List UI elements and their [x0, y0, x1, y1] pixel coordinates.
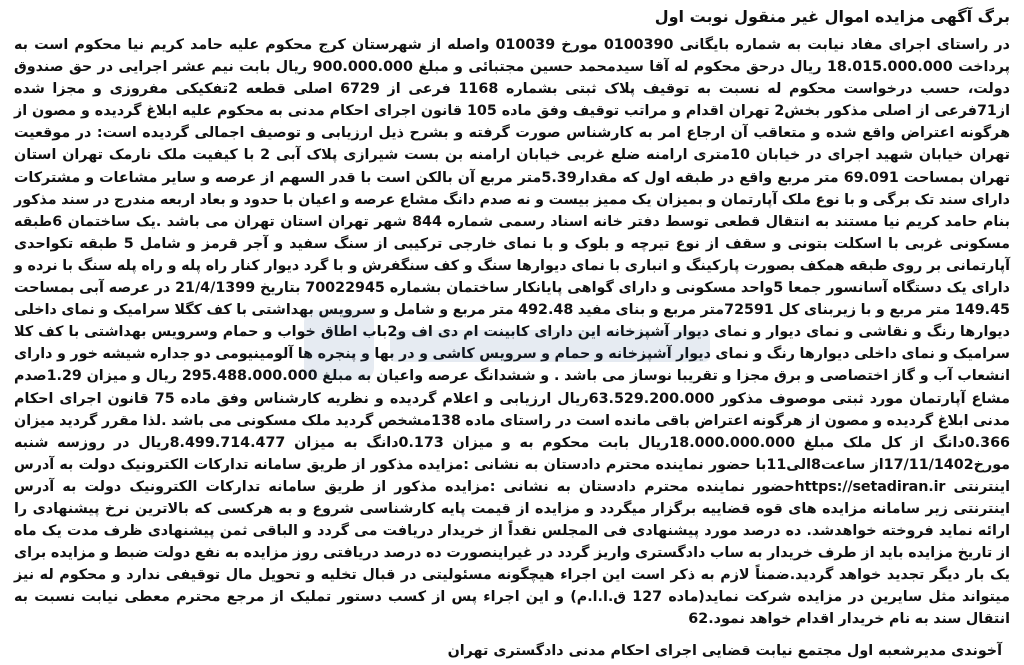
notice-title: برگ آگهی مزایده اموال غیر منقول نوبت اول — [654, 7, 1010, 26]
notice-signature: آخوندی مدیرشعبه اول مجتمع نیابت قضایی اجرای احکام مدنی دادگستری تهران — [447, 643, 1002, 659]
notice-body: در راستای اجرای مفاد نیابت به شماره بایگانی 0100390 مورخ 010039 واصله از شهرستان کرج محکوم علیه حامد کریم نیا محکوم است به پرداخت 18.015.000.000 ریال درحق محکوم له آقا سیدمحمد حسین مجتبائی و مبلغ 900.000.000 ریال بابت نیم عشر اجرایی در حق صندوق دولت، حسب درخواست محکوم له نسبت به توقیف پلاک ثبتی بشماره 1168 فرعی از 6729 اصلی قطعه 2تفکیکی مفروزی و مجزا شده از71فرعی از اصلی مذکور بخش2 تهران اقدام و مراتب توقیف وفق ماده 105 قانون اجرای احکام مدنی به محکوم علیه ابلاغ گردیده و مصون از هرگونه اعتراض واقع شده و متعاقب آن ارجاع امر به کارشناس صورت گرفته و بشرح ذیل ارزیابی و توصیف اجمالی گردیده است: در موقعیت تهران خیابان شهید اجرای در خیابان 10متری ارامنه ضلع غربی خیابان ارامنه بن بست شیرازی پلاک آبی 2 با کیفیت ملک نارمک تهران استان تهران بمساحت 69.091 متر مربع واقع در طبقه اول که مقدار5.39متر مربع آن بالکن است با قدر السهم از عرصه و سایر مشاعات و مشترکات دارای سند تک برگی و با نوع ملک آپارتمان و بمیزان یک ممیز بیست و نه صدم دانگ مشاع عرصه و اعیان با حدود و بعاد اربعه مندرج در سند مذکور بنام حامد کریم نیا مستند به انتقال قطعی توسط دفتر خانه اسناد رسمی شماره 844 شهر تهران استان تهران می باشد .یک ساختمان 6طبقه مسکونی غربی با اسکلت بتونی و سقف از نوع تیرچه و بلوک و با نمای خارجی ترکیبی از سنگ سفید و آجر قرمز و شامل 5 طبقه تکواحدی آپارتمانی بر روی طبقه همکف بصورت پارکینگ و انباری با نمای دیوارها سنگ و کف سنگفرش و با گرد دیوار کنار راه پله و راه پله سنگ با نرده و دارای یک دستگاه آسانسور جمعا 5واحد مسکونی و دارای گواهی پایانکار ساختمان بشماره 70022945 بتاریخ 21/4/1399 در عرصه آبی بمساحت 149.45 متر مربع و با زیربنای کل 72591متر مربع و بنای مفید 492.48 متر مربع و شامل و سرویس بهداشتی با کف کگلا سرامیک و نمای داخلی دیوارها رنگ و نقاشی و نمای دیوار و نمای دیوار آشپزخانه این دارای کابینت ام دی اف و2باب اطاق خواب و حمام وسرویس بهداشتی با کف کلا سرامیک و نمای داخلی دیوارها رنگ و نمای دیوار آشپزخانه و حمام و سرویس کاشی و در بها و پنجره ها آلومینیومی دو جداره شیشه خور و دارای انشعاب آب و گاز اختصاصی و برق مجزا و تقریبا نوساز می باشد . و ششدانگ عرصه واعیان به مبلغ 295.488.000.000 ریال و میزان 1.29صدم مشاع آپارتمان مورد ثبتی موصوف مذکور 63.529.200.000ریال ارزیابی و اعلام گردیده و نظریه کارشناس وفق ماده 75 قانون اجرای احکام مدنی ابلاغ گردیده و مصون از هرگونه اعتراض باقی مانده است در راستای ماده 138مشخص گردید ملک مسکونی می باشد .لذا مقرر گردید میزان 0.366دانگ از کل ملک مبلغ 18.000.000.000ریال بابت محکوم به و میزان 0.173دانگ به میزان 8.499.714.477ریال در روزسه شنبه مورخ17/11/1402از ساعت8الی11با حضور نماینده محترم دادستان به نشانی :مزایده مذکور از طریق سامانه تدارکات الکترونیک دولت به آدرس اینترنتی https://setadiran.irحضور نماینده محترم دادستان به نشانی :مزایده مذکور از طریق سامانه تدارکات الکترونیک دولت به آدرس اینترنتی زیر سامانه مزایده های قوه قضاییه برگزار میگردد و مزایده از قیمت پایه کارشناسی شروع و به هرکسی که بالاترین نرخ پیشنهادی را ارائه نماید فروخته خواهدشد. ده درصد مورد پیشنهادی فی المجلس نقداً از خریدار دریافت می گردد و الباقی ثمن پیشنهادی ظرف مدت یک ماه از تاریخ مزایده باید از طرف خریدار به ساب دادگستری واریز گردد در غیراینصورت ده درصد دریافتی روز مزایده به نفع دولت ضبط و مزایده برای یک بار دیگر تجدید خواهد گردید.ضمناً لازم به ذکر است این اجراء هیچگونه مسئولیتی در قبال تخلیه و تحویل مال توقیفی ندارد و محکوم له نیز میتواند مثل سایرین در مزایده شرکت نماید(ماده 127 ق.ا.ا.م) و این اجراء پس از کسب دستور تملیک از مرجع محترم معطی نیابت نسبت به انتقال سند به نام خریدار اقدام خواهد نمود.62 — [14, 37, 1011, 628]
